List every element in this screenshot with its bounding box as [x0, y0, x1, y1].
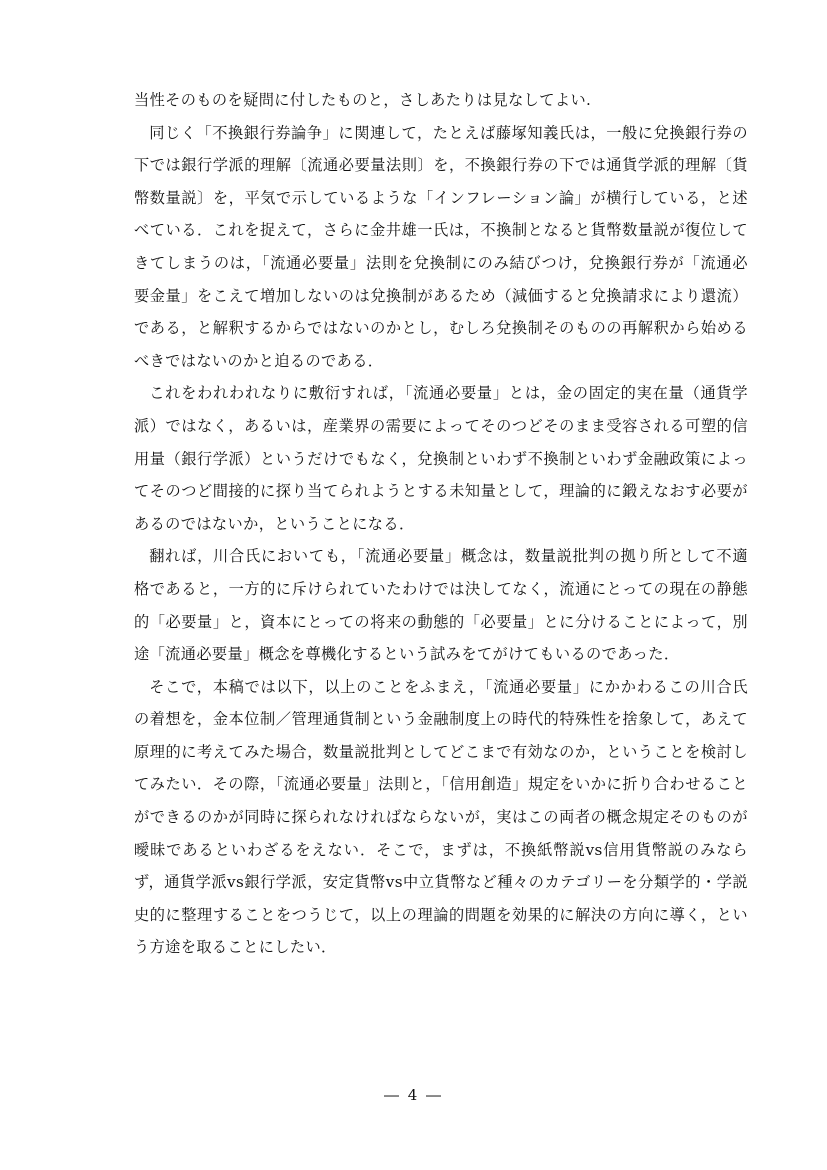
body-text [134, 84, 748, 964]
paragraph-3: これをわれわれなりに敷衍すれば，「流通必要量」とは，金の固定的実在量（通貨学派）ではなく，あるいは，産業界の需要によってそのつどそのまま受容される可塑的信用量（銀行学派）というだけでもなく，兌換制といわず不換制といわず金融政策によってそのつど間接的に探り当てられようとする未知量として，理論的に鍛えなおす必要があるのではないか，ということになる． [134, 384, 748, 533]
paragraph-2: 同じく「不換銀行券論争」に関連して，たとえば藤塚知義氏は，一般に兌換銀行券の下では銀行学派的理解〔流通必要量法則〕を，不換銀行券の下では通貨学派的理解〔貨幣数量説〕を，平気で示しているような「インフレーション論」が横行している，と述べている．これを捉えて，さらに金井雄一氏は，不換制となると貨幣数量説が復位してきてしまうのは，「流通必要量」法則を兌換制にのみ結びつけ，兌換銀行券が「流通必要金量」をこえて増加しないのは兌換制があるため（減価すると兌換請求により還流）である，と解釈するからではないのかとし，むしろ兌換制そのものの再解釈から始めるべきではないのかと迫るのである． [134, 123, 748, 370]
paragraph-1: 当性そのものを疑問に付したものと，さしあたりは見なしてよい. [134, 91, 592, 109]
paragraph-5: そこで，本稿では以下，以上のことをふまえ，「流通必要量」にかかわるこの川合氏の着想を，金本位制／管理通貨制という金融制度上の時代的特殊性を捨象して，あえて原理的に考えてみた場合，数量説批判としてどこまで有効なのか，ということを検討してみたい．その際，「流通必要量」法則と，「信用創造」規定をいかに折り合わせることができるのかが同時に探られなければならないが，実はこの両者の概念規定そのものが曖昧であるといわざるをえない．そこで，まずは，不換紙幣説vs信用貨幣説のみならず，通貨学派vs銀行学派，安定貨幣vs中立貨幣など種々のカテゴリーを分類学的・学説史的に整理することをつうじて，以上の理論的問題を効果的に解決の方向に導く，という方途を取ることにしたい． [134, 677, 748, 957]
paragraph-4: 翻れば，川合氏においても，「流通必要量」概念は，数量説批判の拠り所として不適格であると，一方的に斥けられていたわけでは決してなく，流通にとっての現在の静態的「必要量」と，資本にとっての将来の動態的「必要量」とに分けることによって，別途「流通必要量」概念を尊機化するという試みをてがけてもいるのであった． [134, 547, 748, 664]
page-number: ― 4 ― [383, 1086, 444, 1104]
